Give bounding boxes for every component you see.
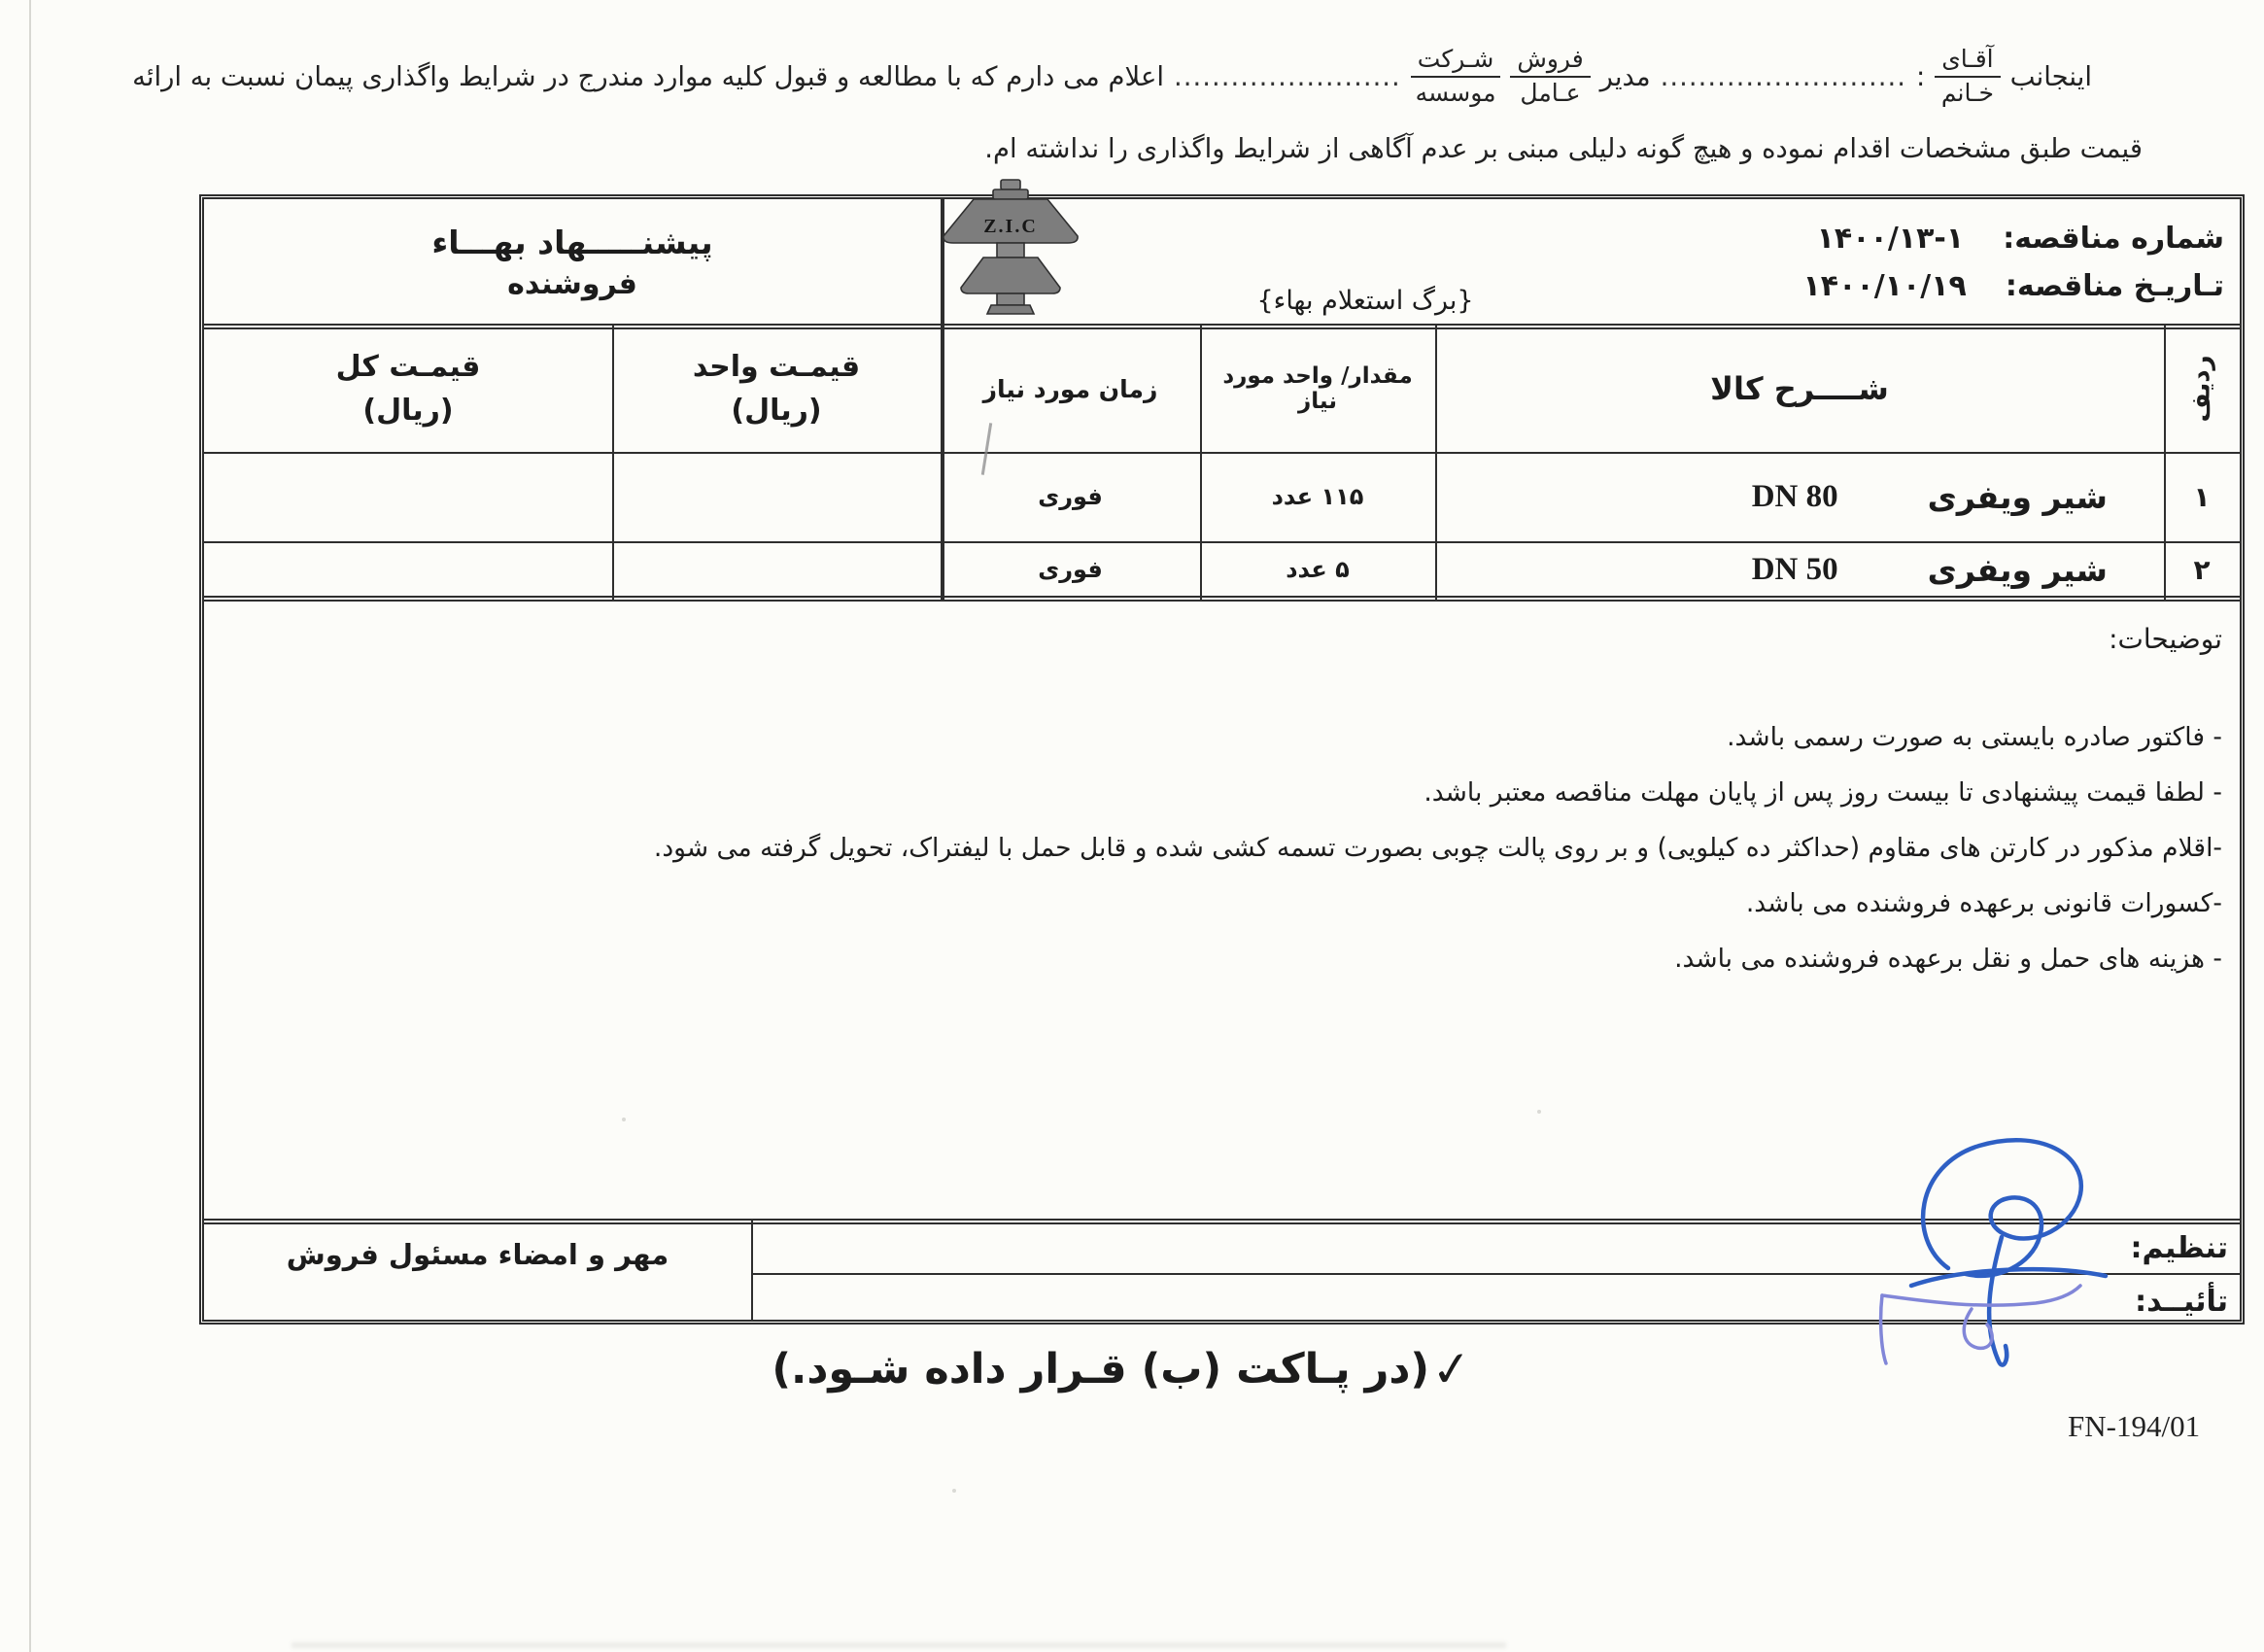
row1-quantity: ۱۱۵ عدد [1271, 483, 1364, 510]
approved-by-label: تأئیــد: [2135, 1284, 2228, 1319]
total-price-label: قیمـت کل [335, 350, 481, 384]
proposal-title: پیشنـــــهاد بهـــاء [431, 224, 713, 261]
declaration-statement: اعلام می دارم که با مطالعه و قبول کلیه موارد مندرج در شرایط واگذاری پیمان نسبت به ارائه [132, 60, 1164, 92]
total-price-unit: (ریال) [362, 394, 454, 428]
manager-word: مدیر [1599, 60, 1651, 92]
proposal-subtitle: فروشنده [507, 267, 637, 301]
note-item: - فاکتور صادره بایستی به صورت رسمی باشد. [1727, 722, 2222, 752]
seal-signature-cell: مهر و امضاء مسئول فروش [286, 1238, 669, 1271]
option-managing: عـامل [1520, 79, 1581, 107]
option-company: شـرکت [1411, 46, 1501, 78]
price-inquiry-table [199, 194, 2245, 1325]
column-header-unit-price [612, 326, 941, 452]
divider [751, 1219, 753, 1320]
row2-quantity: ۵ عدد [1286, 556, 1350, 583]
option-institute: موسسه [1415, 79, 1496, 107]
tender-number-label: شماره مناقصه: [2003, 222, 2224, 256]
sheet-title: {برگ استعلام بهاء} [1256, 285, 1474, 316]
declaration-lead: اینجانب [2009, 60, 2092, 92]
insulator-icon [943, 180, 1078, 314]
tender-date-label: تـاریـخ مناقصه: [2005, 269, 2224, 303]
row1-description [1435, 452, 2164, 541]
row2-item-size: DN 50 [1751, 551, 1838, 587]
note-item: -کسورات قانونی برعهده فروشنده می باشد. [1745, 888, 2222, 918]
company-logo [911, 145, 1110, 349]
envelope-instruction-text: (در پـاکت (ب) قـرار داده شـود.) [772, 1345, 1430, 1394]
name-blank-field: .......................... [1660, 60, 1906, 92]
column-header-description: شــــرح کالا [1710, 370, 1889, 407]
manager-role-options [1510, 46, 1590, 108]
company-blank-field: ........................ [1174, 60, 1401, 92]
unit-price-unit: (ریال) [731, 394, 822, 428]
row1-item-size: DN 80 [1751, 478, 1838, 514]
declaration-line-1 [126, 35, 2143, 119]
row2-total-price-blank [204, 541, 612, 598]
row2-description [1435, 541, 2164, 598]
handwritten-signature [1851, 1115, 2157, 1401]
column-header-total-price [204, 326, 612, 452]
row1-total-price-blank [204, 452, 612, 541]
row1-number: ۱ [2193, 480, 2211, 513]
row2-number: ۲ [2193, 553, 2211, 586]
option-sales: فروش [1510, 46, 1590, 78]
column-header-row-number [2164, 326, 2240, 452]
colon: : [1915, 60, 1926, 92]
scan-speck [952, 1489, 956, 1493]
form-code: FN-194/01 [2068, 1409, 2201, 1443]
organization-options [1411, 46, 1501, 108]
prepared-by-label: تنظیم: [2130, 1230, 2228, 1265]
tender-date-value: ۱۴۰۰/۱۰/۱۹ [1802, 269, 1967, 303]
notes-title: توضیحات: [2109, 623, 2222, 655]
tender-date-row [1802, 269, 2224, 303]
tender-number-value: ۱۴۰۰/۱۳-۱ [1816, 222, 1965, 256]
declaration-paragraph [126, 35, 2143, 165]
seller-proposal-header [204, 199, 941, 326]
row2-unit-price-blank [612, 541, 941, 598]
row2-time: فوری [1038, 556, 1103, 583]
note-item: - لطفا قیمت پیشنهادی تا بیست روز پس از پایان مهلت مناقصه معتبر باشد. [1424, 777, 2222, 808]
scan-edge-line [29, 0, 31, 1652]
row2-item-name: شیر ویفری [1927, 550, 2108, 589]
logo-center-text: Z.I.C [983, 216, 1038, 237]
unit-price-label: قیمـت واحد [692, 350, 861, 384]
row-number-label: ردیف [2187, 355, 2217, 423]
envelope-instruction [772, 1338, 1475, 1400]
checkmark-icon: ✓ [1428, 1338, 1475, 1400]
logo-arc-text [911, 145, 921, 150]
row1-time: فوری [1038, 483, 1103, 510]
row1-item-name: شیر ویفری [1927, 477, 2108, 516]
column-header-time-needed: زمان مورد نیاز [982, 374, 1158, 403]
option-mr: آقـای [1935, 46, 2000, 78]
applicant-gender-options [1935, 46, 2000, 108]
note-item: - هزینه های حمل و نقل برعهده فروشنده می باشد. [1674, 944, 2222, 974]
note-item: -اقلام مذکور در کارتن های مقاوم (حداکثر ده کیلویی) و بر روی پالت چوبی بصورت تسمه کشی شده و قابل حمل با لیفتراک، تحویل گرفته می شود. [653, 833, 2222, 863]
tender-number-row [1817, 222, 2224, 256]
declaration-line-2: قیمت طبق مشخصات اقدام نموده و هیچ گونه دلیلی مبنی بر عدم آگاهی از شرایط واگذاری را نداشته ام. [984, 133, 2143, 164]
tender-info [1700, 199, 2240, 326]
option-mrs: خـانم [1940, 79, 1994, 107]
scan-bottom-smudge [292, 1642, 1506, 1648]
column-header-quantity: مقدار/ واحد مورد نیاز [1222, 363, 1413, 414]
row1-unit-price-blank [612, 452, 941, 541]
